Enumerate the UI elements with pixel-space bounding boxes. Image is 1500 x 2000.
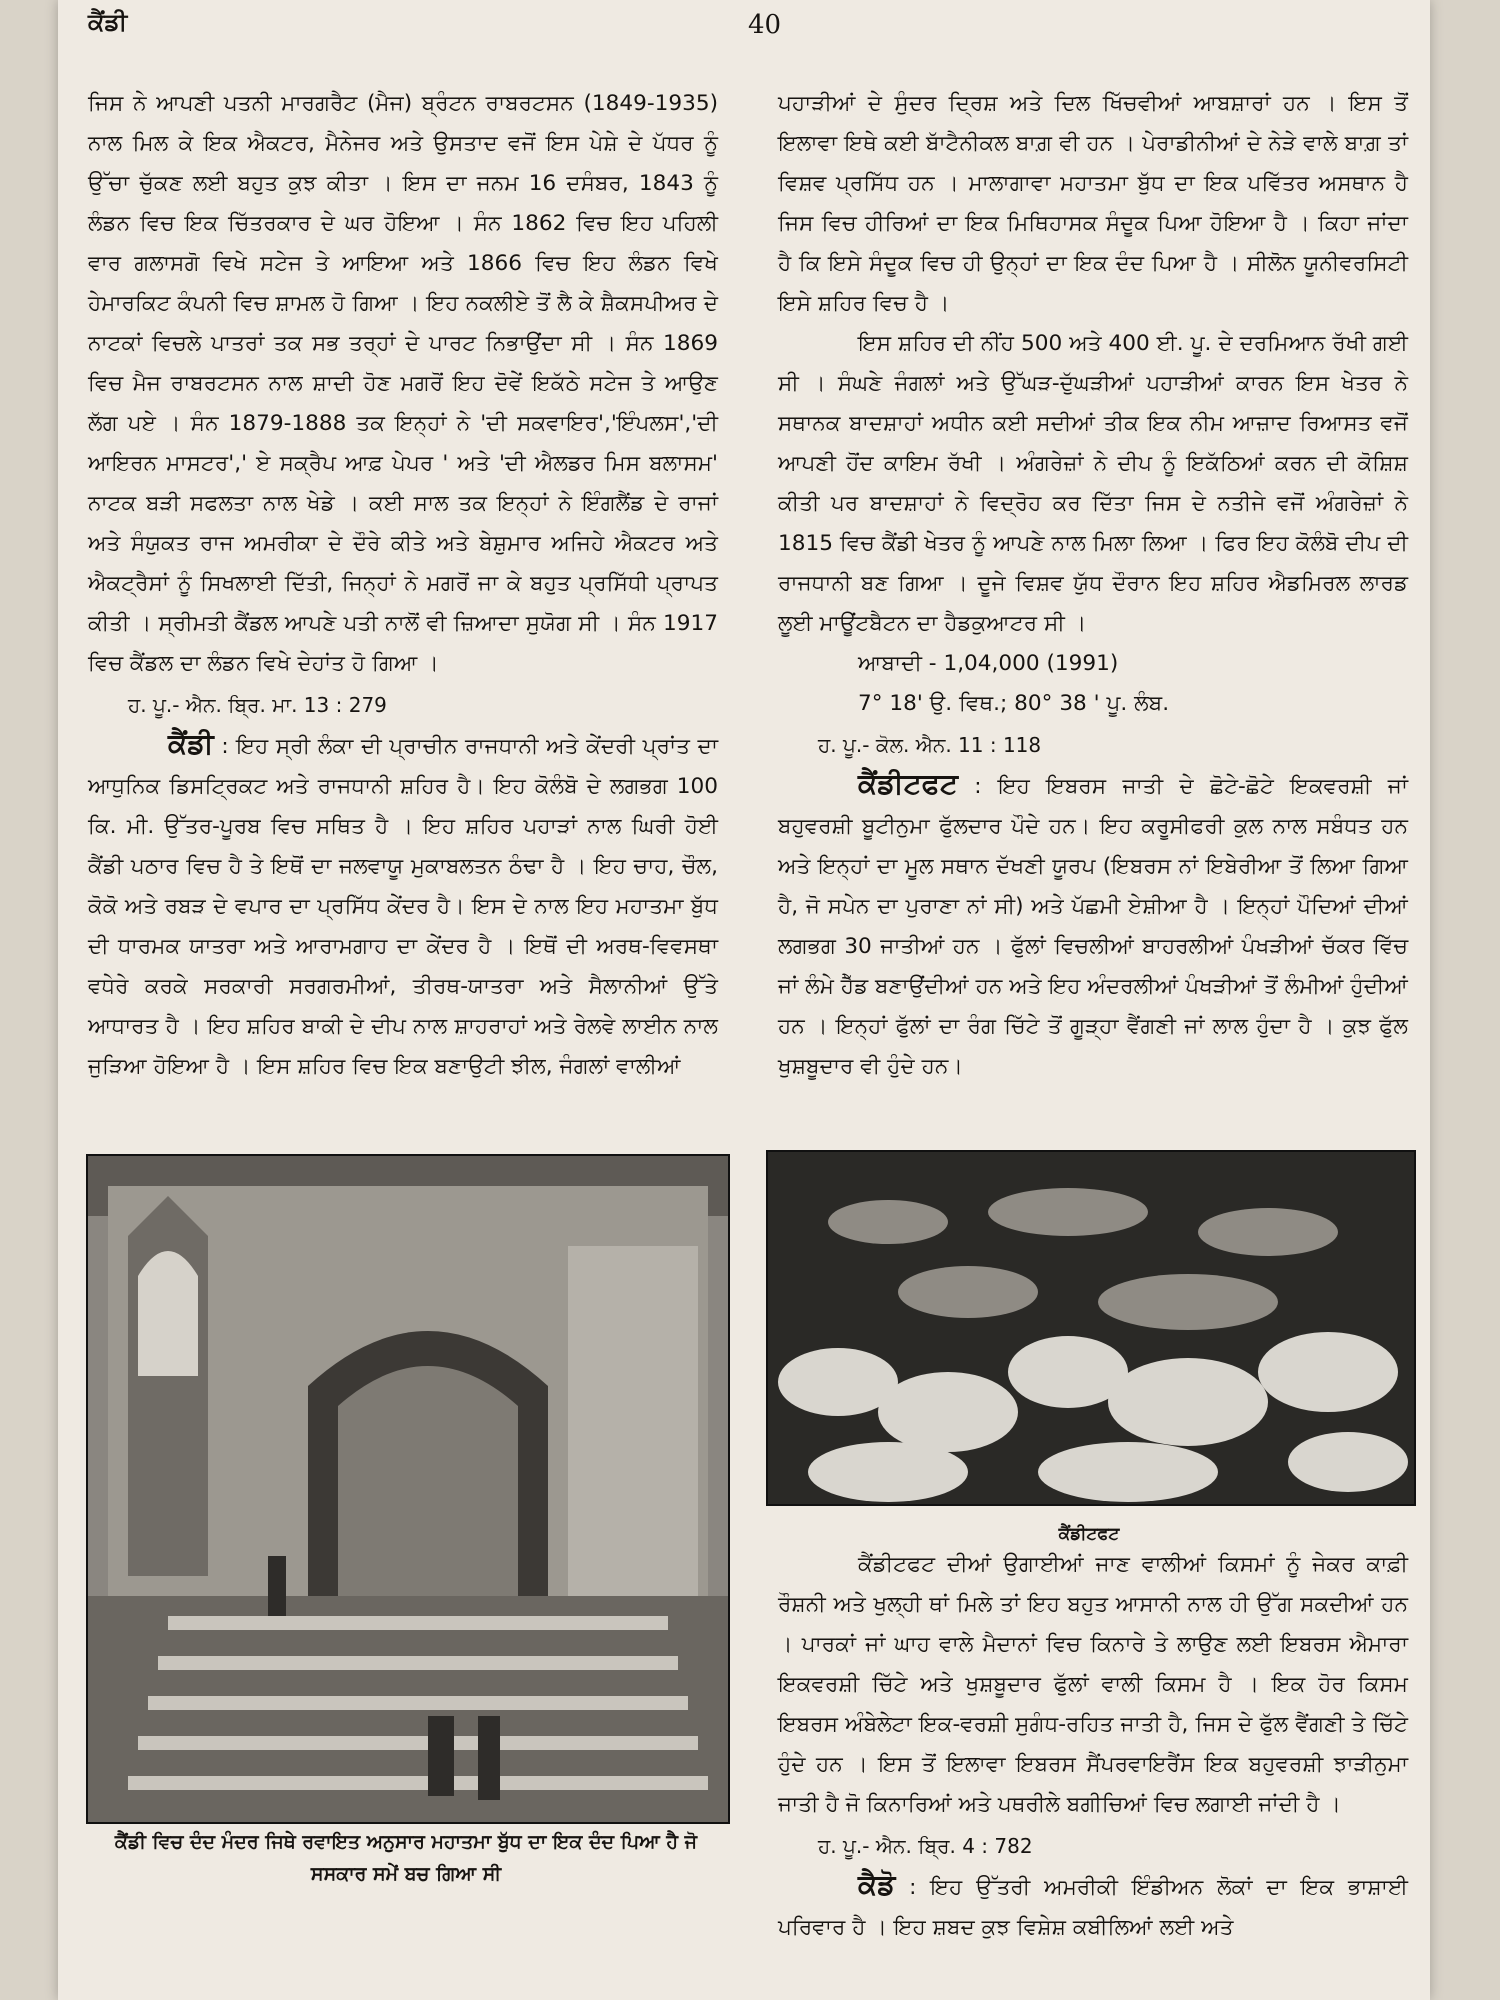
heading-kandy: ਕੈਂਡੀ [168,727,214,760]
entry-kandy [88,724,718,1087]
paragraph-kandy-history: ਇਸ ਸ਼ਹਿਰ ਦੀ ਨੀਂਹ 500 ਅਤੇ 400 ਈ. ਪੂ. ਦੇ ਦਰਮਿਆਨ ਰੱਖੀ ਗਈ ਸੀ । ਸੰਘਣੇ ਜੰਗਲਾਂ ਅਤੇ ਉੱਘੜ-ਦੁੱਘੜੀਆਂ ਪਹਾੜੀਆਂ ਕਾਰਨ ਇਸ ਖੇਤਰ ਨੇ ਸਥਾਨਕ ਬਾਦਸ਼ਾਹਾਂ ਅਧੀਨ ਕਈ ਸਦੀਆਂ ਤੀਕ ਇਕ ਨੀਮ ਆਜ਼ਾਦ ਰਿਆਸਤ ਵਜੋਂ ਆਪਣੀ ਹੋਂਦ ਕਾਇਮ ਰੱਖੀ । ਅੰਗਰੇਜ਼ਾਂ ਨੇ ਦੀਪ ਨੂੰ ਇਕੱਠਿਆਂ ਕਰਨ ਦੀ ਕੋਸ਼ਿਸ਼ ਕੀਤੀ ਪਰ ਬਾਦਸ਼ਾਹਾਂ ਨੇ ਵਿਦ੍ਰੋਹ ਕਰ ਦਿੱਤਾ ਜਿਸ ਦੇ ਨਤੀਜੇ ਵਜੋਂ ਅੰਗਰੇਜ਼ਾਂ ਨੇ 1815 ਵਿਚ ਕੈਂਡੀ ਖੇਤਰ ਨੂੰ ਆਪਣੇ ਨਾਲ ਮਿਲਾ ਲਿਆ । ਫਿਰ ਇਹ ਕੋਲੰਬੋ ਦੀਪ ਦੀ ਰਾਜਧਾਨੀ ਬਣ ਗਿਆ । ਦੂਜੇ ਵਿਸ਼ਵ ਯੁੱਧ ਦੌਰਾਨ ਇਹ ਸ਼ਹਿਰ ਐਡਮਿਰਲ ਲਾਰਡ ਲੂਈ ਮਾਊਂਟਬੈਟਨ ਦਾ ਹੈਡਕੁਆਟਰ ਸੀ । [778,331,1408,636]
paragraph-kendal-bio: ਜਿਸ ਨੇ ਆਪਣੀ ਪਤਨੀ ਮਾਰਗਰੈਟ (ਮੈਜ) ਬ੍ਰੰਟਨ ਰਾਬਰਟਸਨ (1849-1935) ਨਾਲ ਮਿਲ ਕੇ ਇਕ ਐਕਟਰ, ਮੈਨੇਜਰ ਅਤੇ ਉਸਤਾਦ ਵਜੋਂ ਇਸ ਪੇਸ਼ੇ ਦੇ ਪੱਧਰ ਨੂੰ ਉੱਚਾ ਚੁੱਕਣ ਲਈ ਬਹੁਤ ਕੁਝ ਕੀਤਾ । ਇਸ ਦਾ ਜਨਮ 16 ਦਸੰਬਰ, 1843 ਨੂੰ ਲੰਡਨ ਵਿਚ ਇਕ ਚਿੱਤਰਕਾਰ ਦੇ ਘਰ ਹੋਇਆ । ਸੰਨ 1862 ਵਿਚ ਇਹ ਪਹਿਲੀ ਵਾਰ ਗਲਾਸਗੋ ਵਿਖੇ ਸਟੇਜ ਤੇ ਆਇਆ ਅਤੇ 1866 ਵਿਚ ਇਹ ਲੰਡਨ ਵਿਖੇ ਹੇਮਾਰਕਿਟ ਕੰਪਨੀ ਵਿਚ ਸ਼ਾਮਲ ਹੋ ਗਿਆ । ਇਹ ਨਕਲੀਏ ਤੋਂ ਲੈ ਕੇ ਸ਼ੈਕਸਪੀਅਰ ਦੇ ਨਾਟਕਾਂ ਵਿਚਲੇ ਪਾਤਰਾਂ ਤਕ ਸਭ ਤਰ੍ਹਾਂ ਦੇ ਪਾਰਟ ਨਿਭਾਉਂਦਾ ਸੀ । ਸੰਨ 1869 ਵਿਚ ਮੈਜ ਰਾਬਰਟਸਨ ਨਾਲ ਸ਼ਾਦੀ ਹੋਣ ਮਗਰੋਂ ਇਹ ਦੋਵੇਂ ਇਕੱਠੇ ਸਟੇਜ ਤੇ ਆਉਣ ਲੱਗ ਪਏ । ਸੰਨ 1879-1888 ਤਕ ਇਨ੍ਹਾਂ ਨੇ 'ਦੀ ਸਕਵਾਇਰ','ਇੰਪਲਸ','ਦੀ ਆਇਰਨ ਮਾਸਟਰ',' ਏ ਸਕ੍ਰੈਪ ਆਫ਼ ਪੇਪਰ ' ਅਤੇ 'ਦੀ ਐਲਡਰ ਮਿਸ ਬਲਾਸਮ' ਨਾਟਕ ਬੜੀ ਸਫਲਤਾ ਨਾਲ ਖੇਡੇ । ਕਈ ਸਾਲ ਤਕ ਇਨ੍ਹਾਂ ਨੇ ਇੰਗਲੈਂਡ ਦੇ ਰਾਜਾਂ ਅਤੇ ਸੰਯੁਕਤ ਰਾਜ ਅਮਰੀਕਾ ਦੇ ਦੌਰੇ ਕੀਤੇ ਅਤੇ ਬੇਸ਼ੁਮਾਰ ਅਜਿਹੇ ਐਕਟਰ ਅਤੇ ਐਕਟ੍ਰੈਸਾਂ ਨੂੰ ਸਿਖਲਾਈ ਦਿੱਤੀ, ਜਿਨ੍ਹਾਂ ਨੇ ਮਗਰੋਂ ਜਾ ਕੇ ਬਹੁਤ ਪ੍ਰਸਿੱਧੀ ਪ੍ਰਾਪਤ ਕੀਤੀ । ਸ੍ਰੀਮਤੀ ਕੈਂਡਲ ਆਪਣੇ ਪਤੀ ਨਾਲੋਂ ਵੀ ਜ਼ਿਆਦਾ ਸੁਯੋਗ ਸੀ । ਸੰਨ 1917 ਵਿਚ ਕੈਂਡਲ ਦਾ ਲੰਡਨ ਵਿਖੇ ਦੇਹਾਂਤ ਹੋ ਗਿਆ । [88,91,718,676]
entry-caddo [778,1865,1408,1948]
paragraph-candytuft-cultivation: ਕੈਂਡੀਟਫਟ ਦੀਆਂ ਉਗਾਈਆਂ ਜਾਣ ਵਾਲੀਆਂ ਕਿਸਮਾਂ ਨੂੰ ਜੇਕਰ ਕਾਫ਼ੀ ਰੌਸ਼ਨੀ ਅਤੇ ਖੁਲ੍ਹੀ ਥਾਂ ਮਿਲੇ ਤਾਂ ਇਹ ਬਹੁਤ ਆਸਾਨੀ ਨਾਲ ਹੀ ਉੱਗ ਸਕਦੀਆਂ ਹਨ । ਪਾਰਕਾਂ ਜਾਂ ਘਾਹ ਵਾਲੇ ਮੈਦਾਨਾਂ ਵਿਚ ਕਿਨਾਰੇ ਤੇ ਲਾਉਣ ਲਈ ਇਬਰਸ ਐਮਾਰਾ ਇਕਵਰਸ਼ੀ ਚਿੱਟੇ ਅਤੇ ਖੁਸ਼ਬੂਦਾਰ ਫੁੱਲਾਂ ਵਾਲੀ ਕਿਸਮ ਹੈ । ਇਕ ਹੋਰ ਕਿਸਮ ਇਬਰਸ ਅੰਬੇਲੇਟਾ ਇਕ-ਵਰਸ਼ੀ ਸੁਗੰਧ-ਰਹਿਤ ਜਾਤੀ ਹੈ, ਜਿਸ ਦੇ ਫੁੱਲ ਵੈਂਗਣੀ ਤੇ ਚਿੱਟੇ ਹੁੰਦੇ ਹਨ । ਇਸ ਤੋਂ ਇਲਾਵਾ ਇਬਰਸ ਸੈਂਪਰਵਾਇਰੈਂਸ ਇਕ ਬਹੁਵਰਸ਼ੀ ਝਾੜੀਨੁਮਾ ਜਾਤੀ ਹੈ ਜੋ ਕਿਨਾਰਿਆਂ ਅਤੇ ਪਥਰੀਲੇ ਬਗੀਚਿਆਂ ਵਿਚ ਲਗਾਈ ਜਾਂਦੀ ਹੈ । [778,1552,1408,1817]
entry-candytuft [778,764,1408,1087]
page-number: 40 [748,10,782,40]
temple-of-the-tooth-photo [86,1154,730,1824]
reference-kandy: ਹ. ਪੂ.- ਕੋਲ. ਐਨ. 11 : 118 [818,733,1042,757]
reference-kendal: ਹ. ਪੂ.- ਐਨ. ਬ੍ਰਿ. ਮਾ. 13 : 279 [128,693,387,717]
running-head: ਕੈਂਡੀ [88,8,128,36]
candytuft-photo-caption: ਕੈਂਡੀਟਫਟ [1058,1524,1120,1544]
kandy-population: ਆਬਾਦੀ - 1,04,000 (1991) [858,651,1119,676]
left-column [88,84,718,1087]
right-column [778,84,1408,1087]
reference-candytuft: ਹ. ਪੂ.- ਐਨ. ਬ੍ਰਿ. 4 : 782 [818,1834,1033,1858]
candytuft-flowers-photo [766,1150,1416,1506]
heading-caddo: ਕੈਡੋ [858,1868,896,1901]
temple-photo-caption: ਕੈਂਡੀ ਵਿਚ ਦੰਦ ਮੰਦਰ ਜਿਥੇ ਰਵਾਇਤ ਅਨੁਸਾਰ ਮਹਾਤਮਾ ਬੁੱਧ ਦਾ ਇਕ ਦੰਦ ਪਿਆ ਹੈ ਜੋ ਸਸਕਾਰ ਸਮੇਂ ਬਚ ਗਿਆ ਸੀ [114,1831,698,1885]
page [58,0,1430,2000]
kandy-coordinates: 7° 18' ਉ. ਵਿਥ.; 80° 38 ' ਪੂ. ਲੰਬ. [858,691,1170,716]
entry-candytuft-text: : ਇਹ ਇਬਰਸ ਜਾਤੀ ਦੇ ਛੋਟੇ-ਛੋਟੇ ਇਕਵਰਸ਼ੀ ਜਾਂ ਬਹੁਵਰਸ਼ੀ ਬੂਟੀਨੁਮਾ ਫੁੱਲਦਾਰ ਪੌਦੇ ਹਨ। ਇਹ ਕਰੂਸੀਫਰੀ ਕੁਲ ਨਾਲ ਸਬੰਧਤ ਹਨ ਅਤੇ ਇਨ੍ਹਾਂ ਦਾ ਮੂਲ ਸਥਾਨ ਦੱਖਣੀ ਯੂਰਪ (ਇਬਰਸ ਨਾਂ ਇਬੇਰੀਆ ਤੋਂ ਲਿਆ ਗਿਆ ਹੈ, ਜੋ ਸਪੇਨ ਦਾ ਪੁਰਾਣਾ ਨਾਂ ਸੀ) ਅਤੇ ਪੱਛਮੀ ਏਸ਼ੀਆ ਹੈ । ਇਨ੍ਹਾਂ ਪੌਦਿਆਂ ਦੀਆਂ ਲਗਭਗ 30 ਜਾਤੀਆਂ ਹਨ । ਫੁੱਲਾਂ ਵਿਚਲੀਆਂ ਬਾਹਰਲੀਆਂ ਪੰਖੜੀਆਂ ਚੱਕਰ ਵਿੱਚ ਜਾਂ ਲੰਮੇ ਹੈੱਡ ਬਣਾਉਂਦੀਆਂ ਹਨ ਅਤੇ ਇਹ ਅੰਦਰਲੀਆਂ ਪੰਖੜੀਆਂ ਤੋਂ ਲੰਮੀਆਂ ਹੁੰਦੀਆਂ ਹਨ । ਇਨ੍ਹਾਂ ਫੁੱਲਾਂ ਦਾ ਰੰਗ ਚਿੱਟੇ ਤੋਂ ਗੂੜ੍ਹਾ ਵੈਂਗਣੀ ਜਾਂ ਲਾਲ ਹੁੰਦਾ ਹੈ । ਕੁਝ ਫੁੱਲ ਖੁਸ਼ਬੂਦਾਰ ਵੀ ਹੁੰਦੇ ਹਨ। [778,774,1408,1079]
right-column-lower [778,1545,1408,1948]
entry-caddo-text: : ਇਹ ਉੱਤਰੀ ਅਮਰੀਕੀ ਇੰਡੀਅਨ ਲੋਕਾਂ ਦਾ ਇਕ ਭਾਸ਼ਾਈ ਪਰਿਵਾਰ ਹੈ । ਇਹ ਸ਼ਬਦ ਕੁਝ ਵਿਸ਼ੇਸ਼ ਕਬੀਲਿਆਂ ਲਈ ਅਤੇ [778,1875,1408,1940]
paragraph-kandy-sights: ਪਹਾੜੀਆਂ ਦੇ ਸੁੰਦਰ ਦ੍ਰਿਸ਼ ਅਤੇ ਦਿਲ ਖਿੱਚਵੀਆਂ ਆਬਸ਼ਾਰਾਂ ਹਨ । ਇਸ ਤੋਂ ਇਲਾਵਾ ਇਥੇ ਕਈ ਬਾੱਟੈਨੀਕਲ ਬਾਗ਼ ਵੀ ਹਨ । ਪੇਰਾਡੀਨੀਆਂ ਦੇ ਨੇੜੇ ਵਾਲੇ ਬਾਗ਼ ਤਾਂ ਵਿਸ਼ਵ ਪ੍ਰਸਿੱਧ ਹਨ । ਮਾਲਾਗਾਵਾ ਮਹਾਤਮਾ ਬੁੱਧ ਦਾ ਇਕ ਪਵਿੱਤਰ ਅਸਥਾਨ ਹੈ ਜਿਸ ਵਿਚ ਹੀਰਿਆਂ ਦਾ ਇਕ ਮਿਥਿਹਾਸਕ ਸੰਦੂਕ ਪਿਆ ਹੋਇਆ ਹੈ । ਕਿਹਾ ਜਾਂਦਾ ਹੈ ਕਿ ਇਸੇ ਸੰਦੂਕ ਵਿਚ ਹੀ ਉਨ੍ਹਾਂ ਦਾ ਇਕ ਦੰਦ ਪਿਆ ਹੈ । ਸੀਲੋਨ ਯੂਨੀਵਰਸਿਟੀ ਇਸੇ ਸ਼ਹਿਰ ਵਿਚ ਹੈ । [778,91,1408,316]
heading-candytuft: ਕੈਂਡੀਟਫਟ [858,767,958,800]
entry-kandy-text: : ਇਹ ਸ੍ਰੀ ਲੰਕਾ ਦੀ ਪ੍ਰਾਚੀਨ ਰਾਜਧਾਨੀ ਅਤੇ ਕੇਂਦਰੀ ਪ੍ਰਾਂਤ ਦਾ ਆਧੁਨਿਕ ਡਿਸਟ੍ਰਿਕਟ ਅਤੇ ਰਾਜਧਾਨੀ ਸ਼ਹਿਰ ਹੈ। ਇਹ ਕੋਲੰਬੋ ਦੇ ਲਗਭਗ 100 ਕਿ. ਮੀ. ਉੱਤਰ-ਪੂਰਬ ਵਿਚ ਸਥਿਤ ਹੈ । ਇਹ ਸ਼ਹਿਰ ਪਹਾੜਾਂ ਨਾਲ ਘਿਰੀ ਹੋਈ ਕੈਂਡੀ ਪਠਾਰ ਵਿਚ ਹੈ ਤੇ ਇਥੋਂ ਦਾ ਜਲਵਾਯੂ ਮੁਕਾਬਲਤਨ ਠੰਢਾ ਹੈ । ਇਹ ਚਾਹ, ਚੌਲ, ਕੋਕੋ ਅਤੇ ਰਬੜ ਦੇ ਵਪਾਰ ਦਾ ਪ੍ਰਸਿੱਧ ਕੇਂਦਰ ਹੈ। ਇਸ ਦੇ ਨਾਲ ਇਹ ਮਹਾਤਮਾ ਬੁੱਧ ਦੀ ਧਾਰਮਕ ਯਾਤਰਾ ਅਤੇ ਆਰਾਮਗਾਹ ਦਾ ਕੇਂਦਰ ਹੈ । ਇਥੋਂ ਦੀ ਅਰਥ-ਵਿਵਸਥਾ ਵਧੇਰੇ ਕਰਕੇ ਸਰਕਾਰੀ ਸਰਗਰਮੀਆਂ, ਤੀਰਥ-ਯਾਤਰਾ ਅਤੇ ਸੈਲਾਨੀਆਂ ਉੱਤੇ ਆਧਾਰਤ ਹੈ । ਇਹ ਸ਼ਹਿਰ ਬਾਕੀ ਦੇ ਦੀਪ ਨਾਲ ਸ਼ਾਹਰਾਹਾਂ ਅਤੇ ਰੇਲਵੇ ਲਾਈਨ ਨਾਲ ਜੁੜਿਆ ਹੋਇਆ ਹੈ । ਇਸ ਸ਼ਹਿਰ ਵਿਚ ਇਕ ਬਣਾਉਟੀ ਝੀਲ, ਜੰਗਲਾਂ ਵਾਲੀਆਂ [88,734,718,1079]
